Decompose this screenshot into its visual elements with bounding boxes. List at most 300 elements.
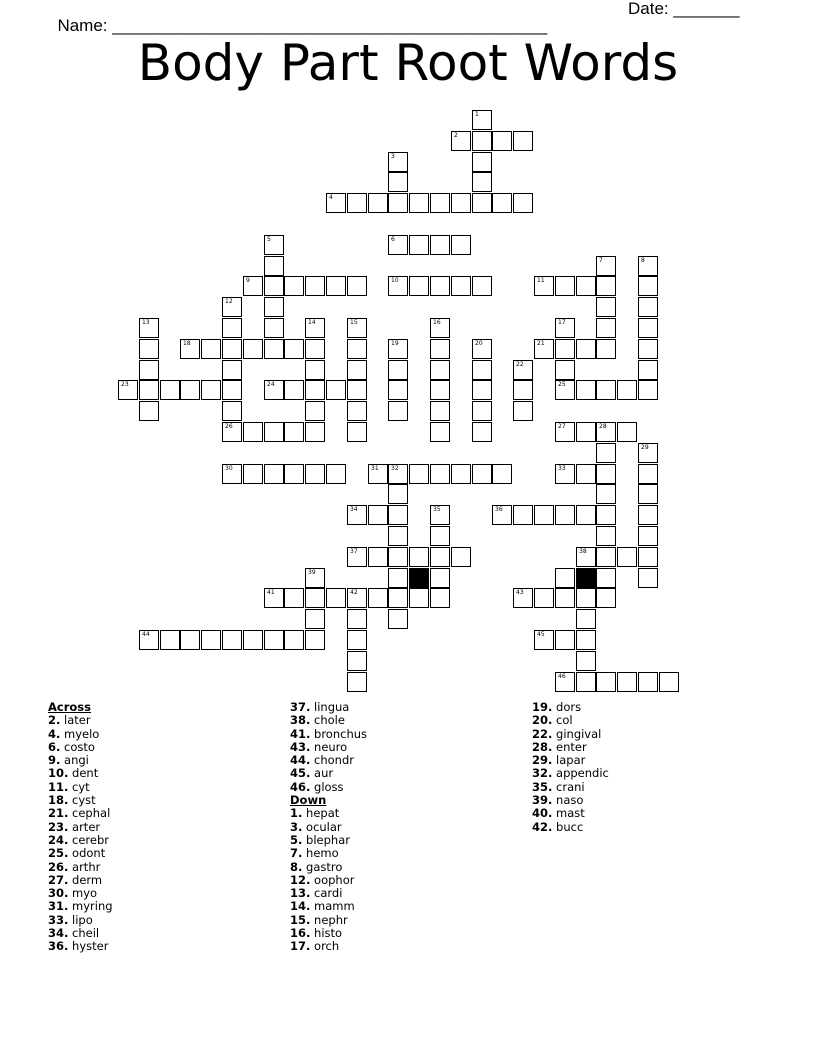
grid-cell[interactable] <box>596 672 616 692</box>
grid-cell[interactable] <box>596 484 616 504</box>
grid-cell[interactable] <box>347 422 367 442</box>
grid-cell[interactable] <box>347 672 367 692</box>
grid-cell[interactable] <box>264 297 284 317</box>
grid-cell[interactable] <box>347 609 367 629</box>
grid-cell[interactable] <box>388 505 408 525</box>
grid-cell[interactable] <box>388 193 408 213</box>
grid-cell[interactable] <box>388 276 408 296</box>
grid-cell[interactable] <box>305 568 325 588</box>
grid-cell[interactable] <box>617 422 637 442</box>
grid-cell[interactable] <box>347 630 367 650</box>
grid-cell[interactable] <box>222 380 242 400</box>
grid-cell[interactable] <box>264 422 284 442</box>
grid-cell[interactable] <box>576 464 596 484</box>
clue-text: mamm <box>310 899 355 914</box>
grid-cell[interactable] <box>180 630 200 650</box>
clue-text: later <box>60 713 91 728</box>
clue-text: mast <box>552 806 585 821</box>
grid-cell[interactable] <box>576 422 596 442</box>
grid-cell[interactable] <box>326 464 346 484</box>
clue-text: lingua <box>310 700 350 714</box>
grid-cell[interactable] <box>576 609 596 629</box>
grid-cell[interactable] <box>284 588 304 608</box>
grid-cell[interactable] <box>596 443 616 463</box>
date-field-label: Date: _______ <box>628 0 740 18</box>
grid-cell[interactable] <box>513 380 533 400</box>
clue-number: 7. <box>290 846 303 861</box>
grid-cell[interactable] <box>305 276 325 296</box>
grid-cell[interactable] <box>555 339 575 359</box>
grid-cell[interactable] <box>264 339 284 359</box>
clue-number: 26. <box>48 859 69 874</box>
grid-cell[interactable] <box>305 380 325 400</box>
grid-cell[interactable] <box>347 339 367 359</box>
grid-cell[interactable] <box>638 297 658 317</box>
grid-cell[interactable] <box>264 464 284 484</box>
grid-cell[interactable] <box>409 547 429 567</box>
clue-text: chole <box>310 713 345 728</box>
grid-cell[interactable] <box>430 526 450 546</box>
clue-text: hemo <box>302 846 339 861</box>
grid-cell[interactable] <box>430 276 450 296</box>
clue-number: 3. <box>290 819 303 834</box>
grid-cell[interactable] <box>284 276 304 296</box>
grid-cell[interactable] <box>388 235 408 255</box>
grid-cell[interactable] <box>347 380 367 400</box>
grid-cell[interactable] <box>472 339 492 359</box>
grid-cell[interactable] <box>284 339 304 359</box>
grid-cell[interactable] <box>284 630 304 650</box>
clue-text: angi <box>60 753 89 768</box>
grid-cell[interactable] <box>513 193 533 213</box>
grid-cell[interactable] <box>222 318 242 338</box>
grid-number: 18 <box>183 340 191 347</box>
grid-cell[interactable] <box>576 547 596 567</box>
grid-cell[interactable] <box>430 339 450 359</box>
clue-item <box>48 914 113 927</box>
grid-number: 9 <box>246 277 250 284</box>
clue-text: cardi <box>310 886 343 901</box>
grid-number: 46 <box>558 673 566 680</box>
clue-number: 38. <box>290 713 311 728</box>
grid-cell[interactable] <box>472 152 492 172</box>
grid-cell[interactable] <box>513 505 533 525</box>
grid-cell[interactable] <box>347 505 367 525</box>
clue-item <box>290 781 367 794</box>
grid-cell[interactable] <box>388 568 408 588</box>
clue-item <box>48 861 113 874</box>
grid-cell[interactable] <box>492 505 512 525</box>
grid-cell[interactable] <box>555 422 575 442</box>
grid-cell[interactable] <box>638 276 658 296</box>
grid-number: 23 <box>121 381 129 388</box>
grid-cell[interactable] <box>534 630 554 650</box>
grid-cell[interactable] <box>305 422 325 442</box>
grid-cell[interactable] <box>326 380 346 400</box>
grid-cell[interactable] <box>243 422 263 442</box>
grid-cell[interactable] <box>305 318 325 338</box>
grid-cell[interactable] <box>513 401 533 421</box>
grid-cell[interactable] <box>596 464 616 484</box>
clue-text: lapar <box>552 753 586 768</box>
grid-cell[interactable] <box>305 360 325 380</box>
grid-number: 8 <box>641 257 645 264</box>
grid-cell[interactable] <box>305 401 325 421</box>
grid-cell[interactable] <box>472 276 492 296</box>
grid-number: 11 <box>537 277 545 284</box>
grid-cell[interactable] <box>388 588 408 608</box>
grid-cell[interactable] <box>596 339 616 359</box>
clue-item <box>290 861 367 874</box>
grid-cell[interactable] <box>305 464 325 484</box>
grid-cell[interactable] <box>264 630 284 650</box>
clue-text: myo <box>68 886 98 901</box>
grid-cell[interactable] <box>638 443 658 463</box>
grid-cell[interactable] <box>264 235 284 255</box>
grid-number: 29 <box>641 444 649 451</box>
grid-cell[interactable] <box>430 568 450 588</box>
grid-cell[interactable] <box>409 588 429 608</box>
grid-cell[interactable] <box>555 630 575 650</box>
grid-cell[interactable] <box>222 339 242 359</box>
grid-cell[interactable] <box>638 568 658 588</box>
grid-cell[interactable] <box>388 401 408 421</box>
grid-cell[interactable] <box>513 588 533 608</box>
grid-cell[interactable] <box>305 609 325 629</box>
grid-cell[interactable] <box>534 276 554 296</box>
grid-cell[interactable] <box>430 401 450 421</box>
clue-number: 20. <box>532 713 553 728</box>
clue-number: 19. <box>532 700 553 714</box>
grid-cell[interactable] <box>180 380 200 400</box>
grid-cell[interactable] <box>638 318 658 338</box>
grid-cell[interactable] <box>576 505 596 525</box>
grid-cell[interactable] <box>264 588 284 608</box>
grid-cell[interactable] <box>347 588 367 608</box>
clue-item <box>532 714 609 727</box>
grid-cell[interactable] <box>430 464 450 484</box>
grid-cell[interactable] <box>264 256 284 276</box>
grid-cell[interactable] <box>638 547 658 567</box>
grid-cell[interactable] <box>222 422 242 442</box>
grid-cell[interactable] <box>264 318 284 338</box>
grid-cell[interactable] <box>222 630 242 650</box>
grid-cell[interactable] <box>472 360 492 380</box>
grid-cell[interactable] <box>472 110 492 130</box>
clue-number: 46. <box>290 779 311 794</box>
grid-cell[interactable] <box>638 464 658 484</box>
grid-cell[interactable] <box>409 235 429 255</box>
grid-cell[interactable] <box>326 588 346 608</box>
grid-cell[interactable] <box>347 547 367 567</box>
clue-item <box>48 821 113 834</box>
grid-cell[interactable] <box>368 193 388 213</box>
grid-cell[interactable] <box>596 547 616 567</box>
grid-cell[interactable] <box>222 464 242 484</box>
grid-cell[interactable] <box>596 318 616 338</box>
grid-cell[interactable] <box>576 339 596 359</box>
clue-text: myelo <box>60 726 100 741</box>
grid-cell[interactable] <box>451 131 471 151</box>
grid-cell[interactable] <box>264 380 284 400</box>
grid-cell[interactable] <box>139 380 159 400</box>
grid-cell[interactable] <box>305 630 325 650</box>
grid-cell[interactable] <box>305 339 325 359</box>
grid-cell[interactable] <box>555 318 575 338</box>
grid-cell[interactable] <box>409 464 429 484</box>
grid-cell[interactable] <box>388 484 408 504</box>
grid-cell[interactable] <box>368 464 388 484</box>
grid-cell[interactable] <box>576 588 596 608</box>
clue-number: 32. <box>532 766 553 781</box>
grid-cell[interactable] <box>596 380 616 400</box>
grid-cell[interactable] <box>388 172 408 192</box>
grid-cell[interactable] <box>430 588 450 608</box>
grid-cell[interactable] <box>555 380 575 400</box>
clue-number: 10. <box>48 766 69 781</box>
grid-cell[interactable] <box>430 235 450 255</box>
grid-number: 5 <box>267 236 271 243</box>
grid-cell[interactable] <box>596 588 616 608</box>
grid-cell[interactable] <box>492 464 512 484</box>
clue-text: enter <box>552 739 587 754</box>
grid-cell[interactable] <box>222 297 242 317</box>
grid-cell[interactable] <box>617 672 637 692</box>
grid-number: 6 <box>391 236 395 243</box>
clue-item <box>48 741 113 754</box>
grid-cell[interactable] <box>201 630 221 650</box>
grid-cell[interactable] <box>576 380 596 400</box>
grid-cell[interactable] <box>347 193 367 213</box>
grid-cell[interactable] <box>576 672 596 692</box>
grid-cell[interactable] <box>638 526 658 546</box>
grid-cell[interactable] <box>451 235 471 255</box>
clue-text: odont <box>68 846 106 861</box>
clue-item <box>532 728 609 741</box>
grid-cell[interactable] <box>555 464 575 484</box>
grid-number: 7 <box>599 257 603 264</box>
clue-text: cheil <box>68 926 100 941</box>
grid-cell[interactable] <box>596 256 616 276</box>
grid-cell[interactable] <box>430 547 450 567</box>
grid-cell[interactable] <box>617 547 637 567</box>
grid-cell[interactable] <box>139 630 159 650</box>
grid-cell[interactable] <box>409 193 429 213</box>
clue-text: bucc <box>552 819 584 834</box>
grid-cell[interactable] <box>326 193 346 213</box>
clue-number: 24. <box>48 832 69 847</box>
grid-cell[interactable] <box>243 339 263 359</box>
grid-cell[interactable] <box>139 360 159 380</box>
clue-item <box>48 847 113 860</box>
clue-item <box>532 794 609 807</box>
clue-number: 40. <box>532 806 553 821</box>
grid-cell[interactable] <box>534 505 554 525</box>
grid-cell[interactable] <box>368 588 388 608</box>
clue-item <box>290 714 367 727</box>
clue-number: 11. <box>48 779 69 794</box>
grid-cell[interactable] <box>513 360 533 380</box>
grid-cell[interactable] <box>472 401 492 421</box>
grid-cell[interactable] <box>638 380 658 400</box>
grid-cell[interactable] <box>388 339 408 359</box>
grid-cell[interactable] <box>638 360 658 380</box>
grid-cell[interactable] <box>388 360 408 380</box>
grid-cell[interactable] <box>284 380 304 400</box>
grid-cell[interactable] <box>139 339 159 359</box>
grid-cell[interactable] <box>264 276 284 296</box>
grid-cell[interactable] <box>201 339 221 359</box>
grid-cell[interactable] <box>284 464 304 484</box>
grid-cell[interactable] <box>347 276 367 296</box>
grid-number: 1 <box>475 111 479 118</box>
grid-cell[interactable] <box>430 193 450 213</box>
grid-cell[interactable] <box>513 131 533 151</box>
grid-cell[interactable] <box>638 339 658 359</box>
grid-cell[interactable] <box>451 276 471 296</box>
grid-number: 28 <box>599 423 607 430</box>
grid-cell[interactable] <box>472 380 492 400</box>
grid-cell[interactable] <box>347 360 367 380</box>
grid-cell[interactable] <box>201 380 221 400</box>
name-field-label: Name: ______________________________________________ <box>57 16 548 35</box>
grid-cell[interactable] <box>139 401 159 421</box>
clue-number: 41. <box>290 726 311 741</box>
clue-number: 15. <box>290 912 311 927</box>
grid-cell[interactable] <box>555 672 575 692</box>
grid-number: 38 <box>579 548 587 555</box>
grid-cell[interactable] <box>596 297 616 317</box>
grid-cell[interactable] <box>368 505 388 525</box>
clue-item <box>48 754 113 767</box>
grid-number: 41 <box>267 589 275 596</box>
grid-number: 35 <box>433 506 441 513</box>
grid-cell[interactable] <box>388 380 408 400</box>
clue-item <box>532 821 609 834</box>
grid-cell[interactable] <box>451 464 471 484</box>
clue-column-2 <box>290 701 367 954</box>
grid-cell[interactable] <box>243 464 263 484</box>
grid-cell[interactable] <box>160 380 180 400</box>
grid-cell[interactable] <box>388 547 408 567</box>
grid-cell[interactable] <box>638 484 658 504</box>
clue-item <box>48 887 113 900</box>
grid-cell[interactable] <box>451 547 471 567</box>
grid-number: 30 <box>225 465 233 472</box>
grid-cell[interactable] <box>472 193 492 213</box>
grid-cell[interactable] <box>451 193 471 213</box>
grid-cell[interactable] <box>139 318 159 338</box>
grid-number: 25 <box>558 381 566 388</box>
clue-item <box>48 834 113 847</box>
grid-cell[interactable] <box>305 588 325 608</box>
grid-cell[interactable] <box>284 422 304 442</box>
clue-item <box>290 887 367 900</box>
grid-cell[interactable] <box>160 630 180 650</box>
grid-block-cell <box>409 568 429 588</box>
grid-cell[interactable] <box>617 380 637 400</box>
grid-cell[interactable] <box>222 360 242 380</box>
grid-cell[interactable] <box>638 505 658 525</box>
clue-text: bronchus <box>310 726 368 741</box>
grid-number: 10 <box>391 277 399 284</box>
clue-number: 42. <box>532 819 553 834</box>
clue-text: cerebr <box>68 832 110 847</box>
grid-cell[interactable] <box>659 672 679 692</box>
grid-cell[interactable] <box>430 422 450 442</box>
grid-cell[interactable] <box>576 276 596 296</box>
grid-cell[interactable] <box>388 464 408 484</box>
clue-text: oophor <box>310 872 355 887</box>
grid-cell[interactable] <box>555 505 575 525</box>
clue-item <box>290 821 367 834</box>
grid-cell[interactable] <box>347 651 367 671</box>
grid-cell[interactable] <box>430 380 450 400</box>
clue-text: myring <box>68 899 113 914</box>
grid-cell[interactable] <box>409 276 429 296</box>
grid-cell[interactable] <box>243 630 263 650</box>
grid-cell[interactable] <box>555 360 575 380</box>
grid-cell[interactable] <box>555 276 575 296</box>
grid-cell[interactable] <box>180 339 200 359</box>
clue-text: histo <box>310 926 343 941</box>
grid-cell[interactable] <box>243 276 263 296</box>
grid-cell[interactable] <box>492 131 512 151</box>
grid-cell[interactable] <box>472 172 492 192</box>
clue-item <box>290 914 367 927</box>
grid-cell[interactable] <box>638 256 658 276</box>
grid-cell[interactable] <box>388 152 408 172</box>
grid-number: 2 <box>454 132 458 139</box>
grid-cell[interactable] <box>430 318 450 338</box>
grid-cell[interactable] <box>472 422 492 442</box>
grid-cell[interactable] <box>576 630 596 650</box>
grid-cell[interactable] <box>472 131 492 151</box>
grid-cell[interactable] <box>596 422 616 442</box>
grid-cell[interactable] <box>430 505 450 525</box>
grid-cell[interactable] <box>118 380 138 400</box>
grid-cell[interactable] <box>388 526 408 546</box>
grid-number: 39 <box>308 569 316 576</box>
grid-cell[interactable] <box>430 360 450 380</box>
clue-item <box>290 900 367 913</box>
grid-cell[interactable] <box>555 588 575 608</box>
grid-cell[interactable] <box>638 672 658 692</box>
grid-cell[interactable] <box>596 526 616 546</box>
grid-cell[interactable] <box>534 339 554 359</box>
grid-cell[interactable] <box>596 276 616 296</box>
grid-cell[interactable] <box>534 588 554 608</box>
grid-cell[interactable] <box>368 547 388 567</box>
grid-cell[interactable] <box>596 568 616 588</box>
grid-number: 15 <box>350 319 358 326</box>
grid-cell[interactable] <box>555 568 575 588</box>
grid-cell[interactable] <box>388 609 408 629</box>
grid-cell[interactable] <box>472 464 492 484</box>
grid-cell[interactable] <box>347 318 367 338</box>
clue-item <box>532 754 609 767</box>
grid-cell[interactable] <box>596 505 616 525</box>
grid-cell[interactable] <box>326 276 346 296</box>
grid-cell[interactable] <box>222 401 242 421</box>
grid-cell[interactable] <box>576 651 596 671</box>
grid-cell[interactable] <box>347 401 367 421</box>
clue-number: 1. <box>290 806 303 821</box>
clue-number: 45. <box>290 766 311 781</box>
clue-text: nephr <box>310 912 348 927</box>
grid-cell[interactable] <box>492 193 512 213</box>
clue-text: aur <box>310 766 334 781</box>
